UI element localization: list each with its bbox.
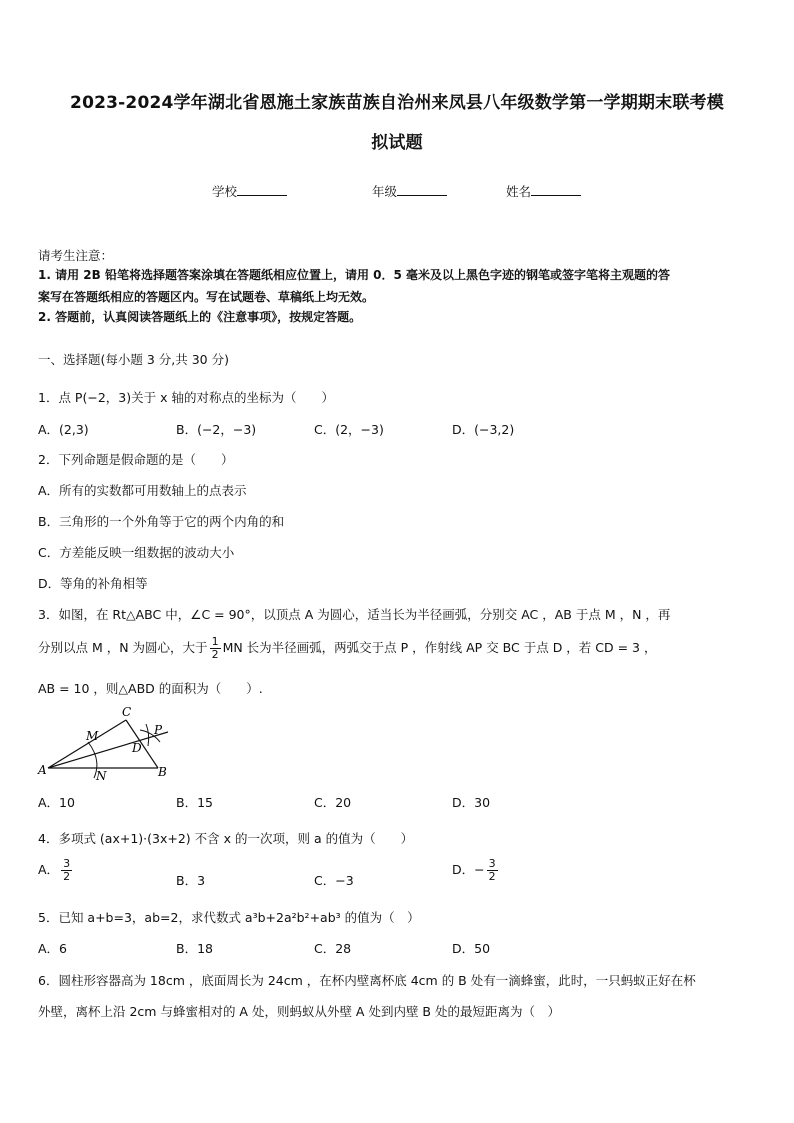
school-label: 学校 <box>212 184 238 199</box>
grade-label: 年级 <box>372 184 398 199</box>
q4-option-a <box>38 858 74 883</box>
q1-stem: 1．点 P(−2，3)关于 x 轴的对称点的坐标为（ ） <box>38 390 334 405</box>
label-n: N <box>96 769 107 783</box>
q3-stem-line3: AB = 10 ，则△ABD 的面积为（ ）. <box>38 681 263 696</box>
notice-item1-line2: 案写在答题纸相应的答题区内。写在试题卷、草稿纸上均无效。 <box>38 290 375 304</box>
line-ac <box>48 720 126 768</box>
q3-option-c: C．20 <box>314 795 352 810</box>
grade-field <box>372 182 447 200</box>
exam-title-line2: 拟试题 <box>371 133 423 153</box>
notice-heading: 请考生注意： <box>38 248 114 263</box>
q4-d-num: 3 <box>488 857 496 870</box>
name-blank <box>531 183 581 196</box>
q3-stem-line2 <box>38 636 656 661</box>
name-field <box>506 182 581 200</box>
q6-stem-line2: 外壁，离杯上沿 2cm 与蜂蜜相对的 A 处，则蚂蚁从外壁 A 处到内壁 B 处的最短距离为（ ） <box>38 1004 560 1019</box>
notice-item1-line1: 1. 请用 2B 铅笔将选择题答案涂填在答题纸相应位置上，请用 0．5 毫米及以上黑色字迹的钢笔或签字笔将主观题的答 <box>38 268 670 282</box>
q3-stem-line2b: MN 长为半径画弧，两弧交于点 P ，作射线 AP 交 BC 于点 D ，若 CD = 3 ， <box>222 640 657 655</box>
name-label: 姓名 <box>506 184 532 199</box>
q5-option-d: D．50 <box>452 941 491 956</box>
school-blank <box>237 183 287 196</box>
q4-option-d <box>452 858 500 883</box>
q3-frac-num: 1 <box>211 635 219 648</box>
label-c: C <box>122 705 132 719</box>
q5-stem: 5．已知 a+b=3，ab=2，求代数式 a³b+2a²b²+ab³ 的值为（ ） <box>38 910 420 925</box>
notice-item2: 2. 答题前，认真阅读答题纸上的《注意事项》，按规定答题。 <box>38 310 362 324</box>
q3-triangle-figure <box>36 704 176 784</box>
arc-p1 <box>146 724 149 746</box>
q3-stem-line1: 3．如图，在 Rt△ABC 中，∠C = 90°，以顶点 A 为圆心，适当长为半径画弧，分别交 AC ，AB 于点 M ，N ，再 <box>38 607 671 622</box>
q3-fraction <box>210 636 221 661</box>
q4-stem: 4．多项式 (ax+1)·(3x+2) 不含 x 的一次项，则 a 的值为（ ） <box>38 831 414 846</box>
label-a: A <box>38 763 47 777</box>
label-b: B <box>158 765 167 779</box>
q4-option-c: C．−3 <box>314 873 354 888</box>
q2-option-b: B．三角形的一个外角等于它的两个内角的和 <box>38 514 285 529</box>
ray-ap <box>48 732 168 768</box>
exam-title-line1: 2023-2024学年湖北省恩施土家族苗族自治州来凤县八年级数学第一学期期末联考模 <box>70 93 724 113</box>
q5-option-a: A．6 <box>38 941 68 956</box>
q2-option-c: C．方差能反映一组数据的波动大小 <box>38 545 235 560</box>
grade-blank <box>397 183 447 196</box>
label-m: M <box>86 729 99 743</box>
q4-d-prefix: D．− <box>452 862 485 877</box>
q2-stem: 2．下列命题是假命题的是（ ） <box>38 452 234 467</box>
q3-stem-line2a: 分别以点 M ，N 为圆心，大于 <box>38 640 208 655</box>
q1-option-b: B．(−2，−3) <box>176 422 257 437</box>
q4-a-num: 3 <box>63 857 71 870</box>
label-d: D <box>132 741 142 755</box>
q5-option-c: C．28 <box>314 941 352 956</box>
school-field <box>212 182 287 200</box>
q4-option-b: B．3 <box>176 873 206 888</box>
q3-option-a: A．10 <box>38 795 75 810</box>
q1-option-d: D．(−3,2) <box>452 422 515 437</box>
q4-a-fraction <box>61 858 72 883</box>
q6-stem-line1: 6．圆柱形容器高为 18cm ，底面周长为 24cm ，在杯内壁离杯底 4cm 的 B 处有一滴蜂蜜，此时，一只蚂蚁正好在杯 <box>38 973 696 988</box>
q4-d-fraction <box>487 858 498 883</box>
section-heading: 一、选择题(每小题 3 分,共 30 分) <box>38 352 229 367</box>
q4-d-den: 2 <box>488 870 496 883</box>
q5-option-b: B．18 <box>176 941 213 956</box>
q4-a-prefix: A． <box>38 862 60 877</box>
q1-option-a: A．(2,3) <box>38 422 89 437</box>
q4-a-den: 2 <box>63 870 71 883</box>
q3-frac-den: 2 <box>211 648 219 661</box>
q1-option-c: C．(2，−3) <box>314 422 384 437</box>
label-p: P <box>154 723 163 737</box>
q3-option-d: D．30 <box>452 795 491 810</box>
q2-option-a: A．所有的实数都可用数轴上的点表示 <box>38 483 247 498</box>
q3-option-b: B．15 <box>176 795 213 810</box>
q2-option-d: D．等角的补角相等 <box>38 576 148 591</box>
